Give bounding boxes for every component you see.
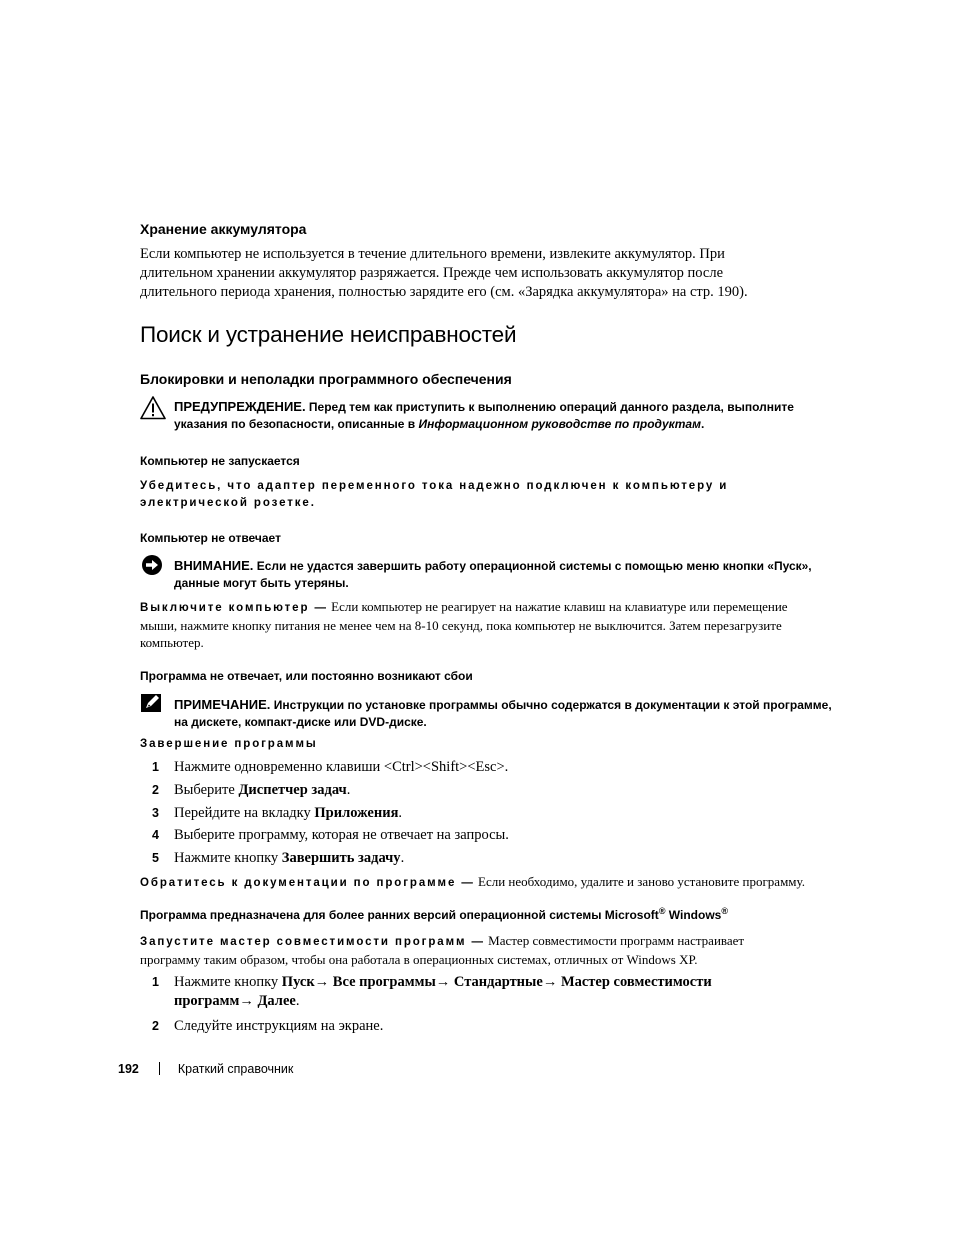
warning-text	[174, 398, 834, 433]
book-title: Краткий справочник	[177, 1062, 294, 1076]
caution-text	[174, 557, 834, 592]
step-number: 4	[152, 828, 159, 842]
troubleshooting-heading: Поиск и устранение неисправностей	[140, 322, 517, 347]
step-text: Нажмите кнопку Завершить задачу.	[174, 850, 405, 866]
end-program-lead: Завершение программы	[140, 738, 318, 750]
step-number: 1	[152, 760, 159, 774]
program-crash-heading: Программа не отвечает, или постоянно возникают сбои	[140, 669, 473, 683]
note-body: Инструкции по установке программы обычно содержатся в документации к этой программе, на дискете, компакт-диске или DVD-диске.	[174, 698, 832, 729]
docs-lead: Обратитесь к документации по программе —	[140, 877, 475, 889]
shutdown-lead: Выключите компьютер —	[140, 602, 328, 614]
step-number: 3	[152, 806, 159, 820]
step-number: 5	[152, 851, 159, 865]
step-text: Перейдите на вкладку Приложения.	[174, 805, 403, 821]
step-text: Выберите Диспетчер задач.	[174, 782, 351, 798]
shutdown-paragraph	[140, 598, 810, 651]
warning-label: ПРЕДУПРЕЖДЕНИЕ.	[174, 399, 306, 414]
warning-triangle-icon	[140, 396, 166, 420]
warning-end: .	[700, 417, 705, 431]
note-pencil-icon	[140, 694, 166, 718]
not-start-text: Убедитесь, что адаптер переменного тока надежно подключен к компьютеру и электрической розетке.	[140, 480, 729, 509]
step-text: Нажмите кнопку Пуск→ Все программы→ Стандартные→ Мастер совместимости программ→ Далее.	[174, 974, 712, 1009]
storage-paragraph: Если компьютер не используется в течение длительного времени, извлеките аккумулятор. При длительном хранении аккумулятор разряжается. Прежде чем использовать аккумулятор после длительного периода хранения, полностью зарядите его (см. «Зарядка аккумулятора» на стр. 190).	[140, 246, 748, 300]
compat-paragraph	[140, 932, 800, 968]
warning-body: Перед тем как приступить к выполнению операций данного раздела, выполните указания по безопасности, описанные в	[174, 400, 794, 431]
note-text	[174, 696, 834, 731]
footer-divider	[159, 1062, 160, 1075]
not-respond-heading: Компьютер не отвечает	[140, 531, 281, 545]
caution-body: Если не удастся завершить работу операционной системы с помощью меню кнопки «Пуск», данные могут быть утеряны.	[174, 559, 812, 590]
notice-arrow-icon	[140, 555, 166, 579]
step-text: Следуйте инструкциям на экране.	[174, 1018, 384, 1034]
step-number: 1	[152, 975, 159, 989]
shutdown-text: Если компьютер не реагирует на нажатие клавиш на клавиатуре или перемещение мыши, нажмите кнопку питания не менее чем на 8-10 секунд, пока компьютер не выключится. Затем перезагрузите компьютер.	[140, 599, 788, 650]
step-text: Нажмите одновременно клавиши <Ctrl><Shift><Esc>.	[174, 759, 509, 775]
not-start-heading: Компьютер не запускается	[140, 454, 300, 468]
step-text: Выберите программу, которая не отвечает на запросы.	[174, 827, 509, 843]
lockups-heading: Блокировки и неполадки программного обеспечения	[140, 371, 512, 387]
page-number: 192	[118, 1062, 139, 1076]
step-number: 2	[152, 783, 159, 797]
docs-paragraph	[140, 873, 830, 892]
compat-text: Мастер совместимости программ настраивает программу таким образом, чтобы она работала в операционных системах, отличных от Windows XP.	[140, 933, 745, 967]
caution-label: ВНИМАНИЕ.	[174, 558, 254, 573]
warning-book-title: Информационном руководстве по продуктам	[418, 417, 701, 431]
compat-lead: Запустите мастер совместимости программ —	[140, 936, 485, 948]
page-footer	[118, 1062, 293, 1076]
storage-heading: Хранение аккумулятора	[140, 221, 307, 237]
older-windows-heading: Программа предназначена для более ранних версий операционной системы Microsoft® Windows®	[140, 906, 728, 922]
step-number: 2	[152, 1019, 159, 1033]
note-label: ПРИМЕЧАНИЕ.	[174, 697, 271, 712]
docs-text: Если необходимо, удалите и заново установите программу.	[478, 874, 805, 889]
